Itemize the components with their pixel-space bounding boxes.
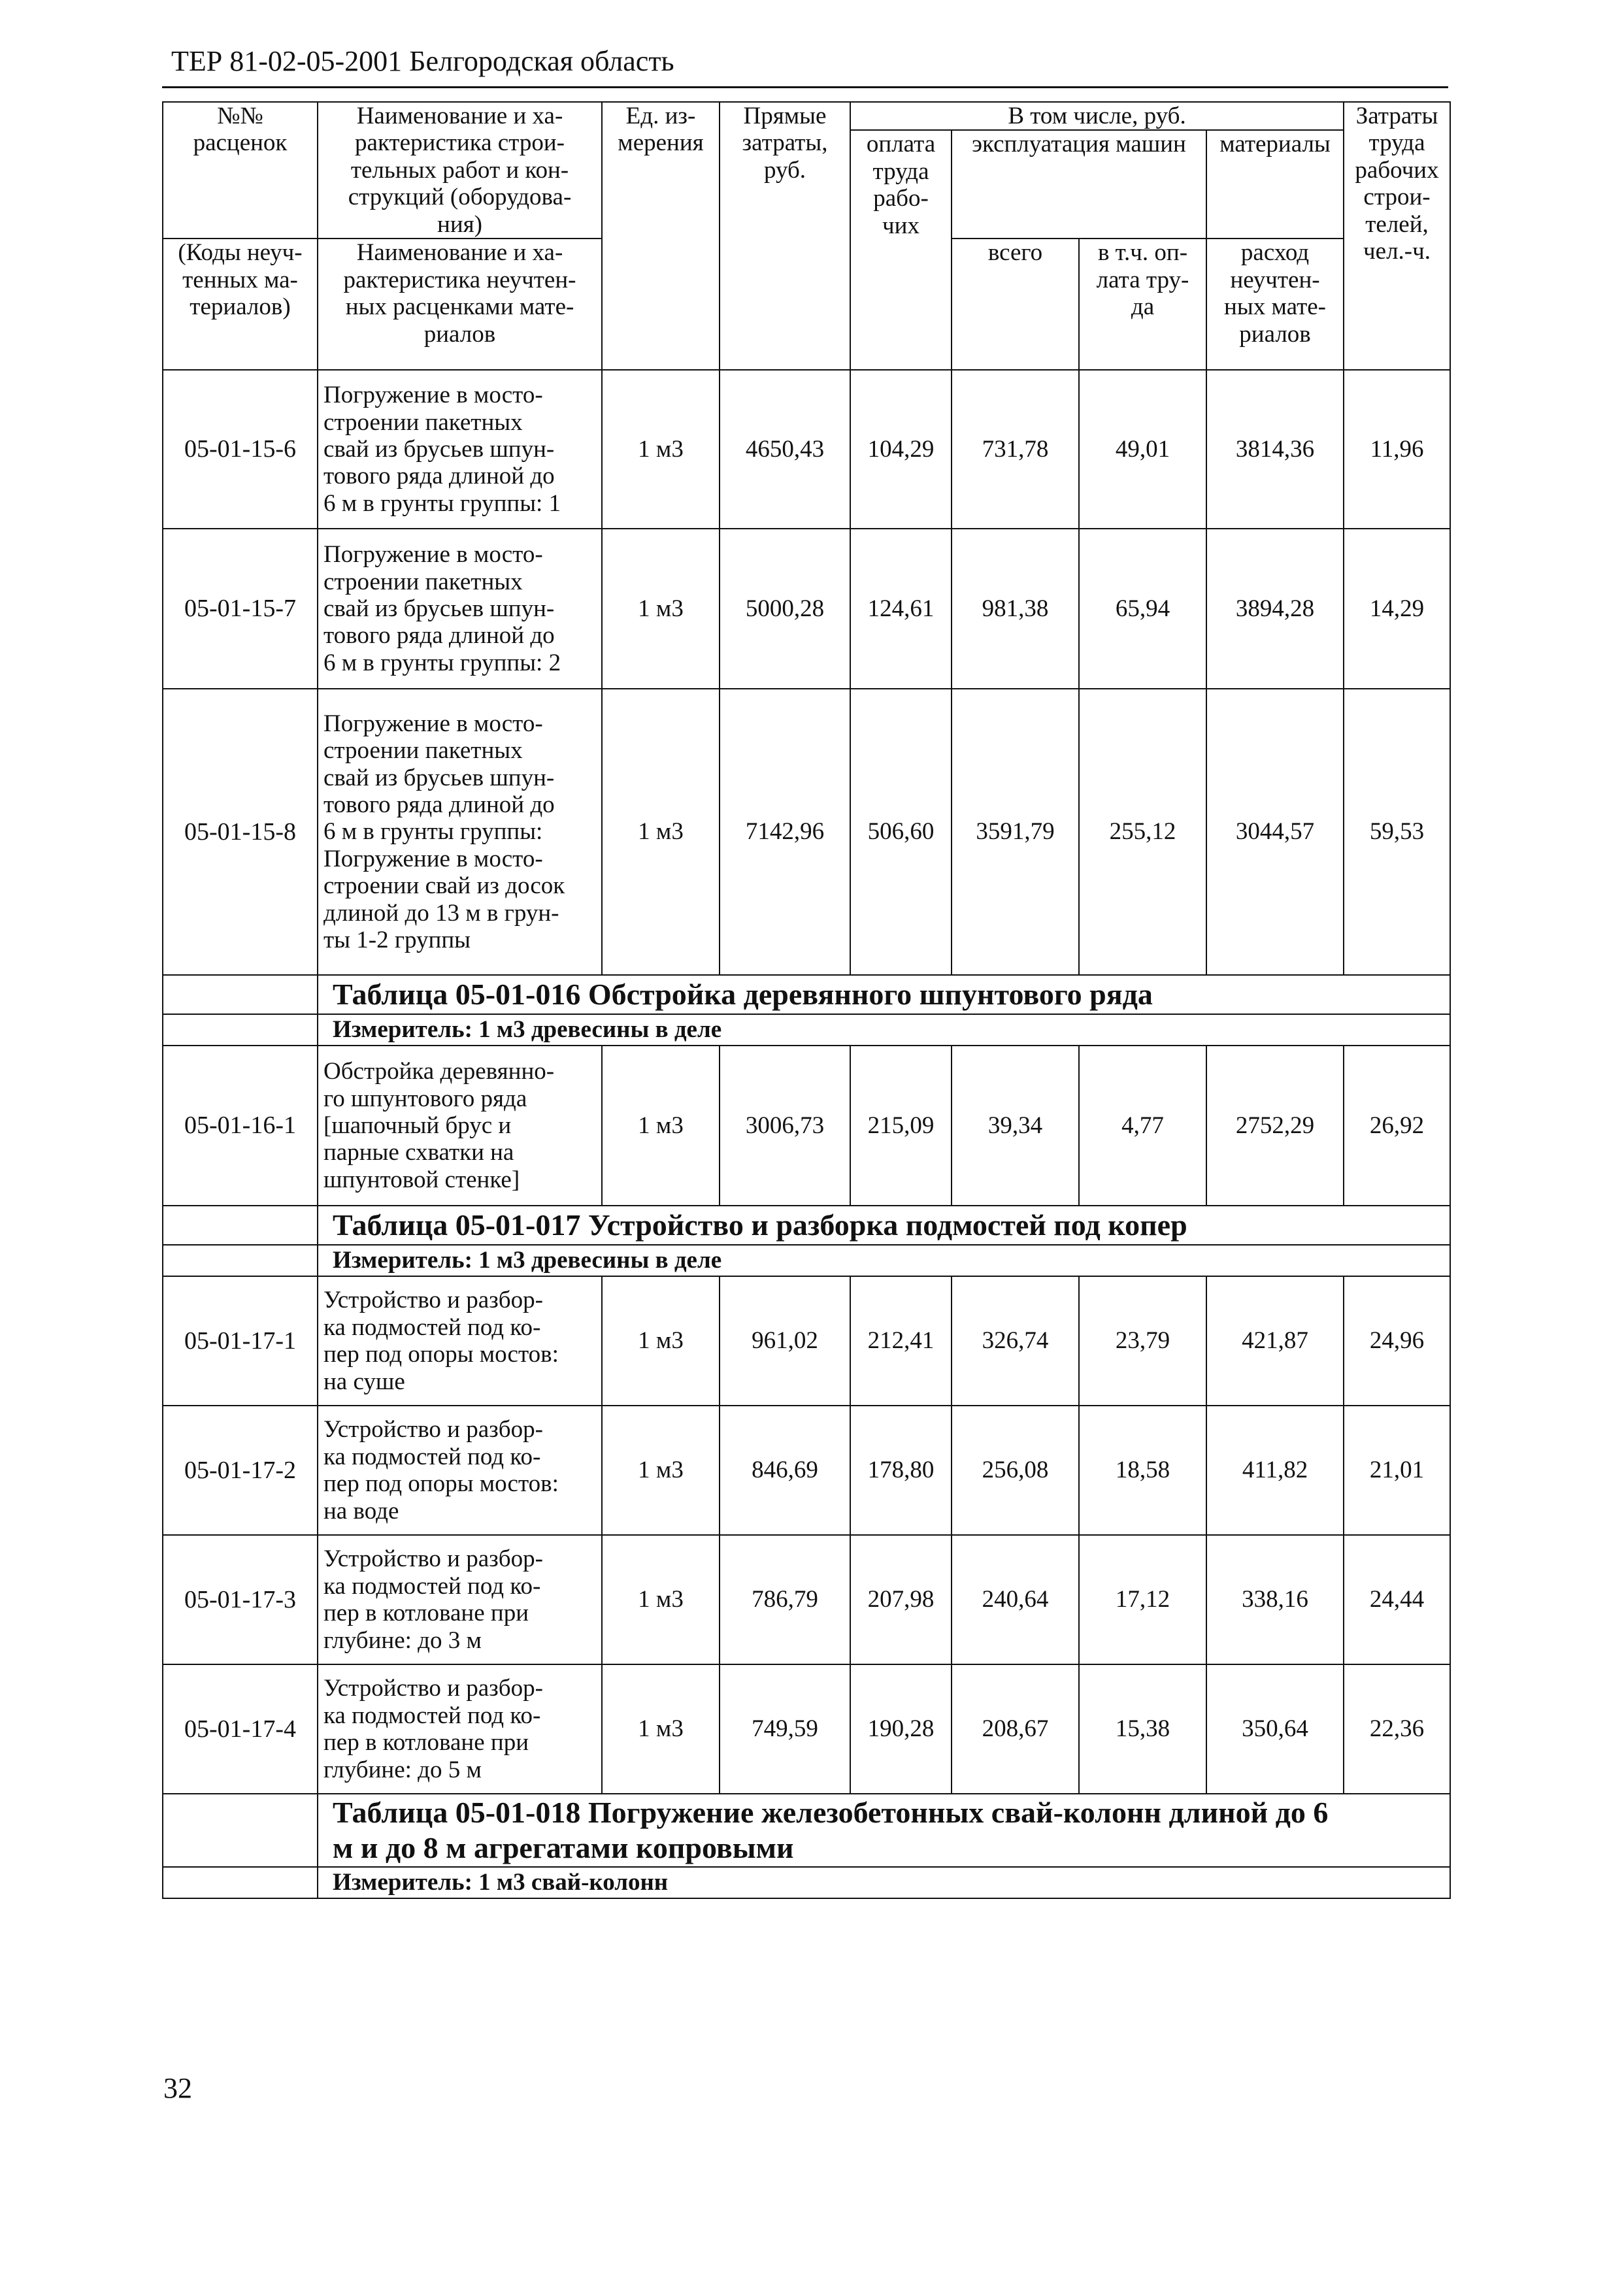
meter-row — [163, 1245, 1450, 1276]
labor-hours: 22,36 — [1344, 1664, 1450, 1794]
col-header-materials: материалы — [1206, 130, 1344, 239]
blank-cell — [163, 1245, 318, 1276]
direct-cost: 4650,43 — [720, 370, 850, 529]
labor-pay: 190,28 — [850, 1664, 952, 1794]
labor-hours: 24,96 — [1344, 1276, 1450, 1406]
table-row — [163, 1046, 1450, 1206]
blank-cell — [163, 1794, 318, 1867]
rate-code: 05-01-15-7 — [163, 529, 318, 689]
materials: 3814,36 — [1206, 370, 1344, 529]
rate-name: Обстройка деревянно- го шпунтового ряда [шапочный брус и парные схватки на шпунтовой стенке] — [318, 1046, 602, 1206]
unit: 1 м3 — [602, 1046, 720, 1206]
unit: 1 м3 — [602, 689, 720, 975]
col-header-unaccounted-materials: расход неучтен- ных мате- риалов — [1206, 239, 1344, 370]
direct-cost: 749,59 — [720, 1664, 850, 1794]
machines-total: 39,34 — [952, 1046, 1079, 1206]
page-number: 32 — [163, 2072, 192, 2104]
col-header-machines-total: всего — [952, 239, 1079, 370]
machines-labor: 65,94 — [1079, 529, 1206, 689]
labor-pay: 104,29 — [850, 370, 952, 529]
table-row — [163, 370, 1450, 529]
labor-hours: 24,44 — [1344, 1535, 1450, 1664]
materials: 350,64 — [1206, 1664, 1344, 1794]
col-header-labor-pay: оплата труда рабо- чих — [850, 130, 952, 370]
unit: 1 м3 — [602, 529, 720, 689]
rate-name: Погружение в мосто- строении пакетных свай из брусьев шпун- тового ряда длиной до 6 м в грунты группы: Погружение в мосто- строении свай из досок длиной до 13 м в грун- ты 1-2 группы — [318, 689, 602, 975]
labor-pay: 207,98 — [850, 1535, 952, 1664]
rate-name: Устройство и разбор- ка подмостей под ко- пер под опоры мостов: на суше — [318, 1276, 602, 1406]
page-header: ТЕР 81-02-05-2001 Белгородская область — [171, 45, 674, 77]
blank-cell — [163, 1206, 318, 1245]
rate-name: Устройство и разбор- ка подмостей под ко- пер в котловане при глубине: до 5 м — [318, 1664, 602, 1794]
materials: 421,87 — [1206, 1276, 1344, 1406]
table-017-title: Таблица 05-01-017 Устройство и разборка подмостей под копер — [318, 1206, 1450, 1245]
rate-code: 05-01-17-2 — [163, 1406, 318, 1535]
machines-labor: 4,77 — [1079, 1046, 1206, 1206]
rate-name: Устройство и разбор- ка подмостей под ко- пер под опоры мостов: на воде — [318, 1406, 602, 1535]
unit: 1 м3 — [602, 1276, 720, 1406]
table-row — [163, 689, 1450, 975]
machines-total: 731,78 — [952, 370, 1079, 529]
table-018-meter: Измеритель: 1 м3 свай-колонн — [318, 1867, 1450, 1898]
unit: 1 м3 — [602, 370, 720, 529]
table-018-title: Таблица 05-01-018 Погружение железобетонных свай-колонн длиной до 6 м и до 8 м агрегатами копровыми — [318, 1794, 1450, 1867]
machines-labor: 17,12 — [1079, 1535, 1206, 1664]
labor-pay: 215,09 — [850, 1046, 952, 1206]
materials: 411,82 — [1206, 1406, 1344, 1535]
rate-name: Погружение в мосто- строении пакетных свай из брусьев шпун- тового ряда длиной до 6 м в грунты группы: 2 — [318, 529, 602, 689]
table-title-row — [163, 975, 1450, 1014]
machines-total: 240,64 — [952, 1535, 1079, 1664]
col-header-unaccounted-codes: (Коды неуч- тенных ма- териалов) — [163, 239, 318, 370]
rates-table — [162, 101, 1451, 1899]
labor-pay: 178,80 — [850, 1406, 952, 1535]
rate-code: 05-01-17-4 — [163, 1664, 318, 1794]
rate-code: 05-01-17-1 — [163, 1276, 318, 1406]
materials: 2752,29 — [1206, 1046, 1344, 1206]
machines-labor: 255,12 — [1079, 689, 1206, 975]
rate-code: 05-01-15-6 — [163, 370, 318, 529]
table-row — [163, 1406, 1450, 1535]
blank-cell — [163, 1014, 318, 1046]
unit: 1 м3 — [602, 1406, 720, 1535]
col-header-unit: Ед. из- мерения — [602, 102, 720, 370]
machines-total: 326,74 — [952, 1276, 1079, 1406]
direct-cost: 5000,28 — [720, 529, 850, 689]
materials: 3894,28 — [1206, 529, 1344, 689]
table-row — [163, 529, 1450, 689]
unit: 1 м3 — [602, 1664, 720, 1794]
machines-total: 208,67 — [952, 1664, 1079, 1794]
col-header-including: В том числе, руб. — [850, 102, 1344, 130]
labor-pay: 124,61 — [850, 529, 952, 689]
col-header-machines-labor: в т.ч. оп- лата тру- да — [1079, 239, 1206, 370]
unit: 1 м3 — [602, 1535, 720, 1664]
materials: 338,16 — [1206, 1535, 1344, 1664]
labor-pay: 212,41 — [850, 1276, 952, 1406]
table-row — [163, 1535, 1450, 1664]
labor-pay: 506,60 — [850, 689, 952, 975]
col-header-unaccounted-name: Наименование и ха- рактеристика неучтен- ных расценками мате- риалов — [318, 239, 602, 370]
table-row — [163, 1276, 1450, 1406]
table-016-title: Таблица 05-01-016 Обстройка деревянного шпунтового ряда — [318, 975, 1450, 1014]
machines-labor: 15,38 — [1079, 1664, 1206, 1794]
meter-row — [163, 1867, 1450, 1898]
direct-cost: 786,79 — [720, 1535, 850, 1664]
rate-code: 05-01-16-1 — [163, 1046, 318, 1206]
machines-labor: 49,01 — [1079, 370, 1206, 529]
labor-hours: 14,29 — [1344, 529, 1450, 689]
direct-cost: 961,02 — [720, 1276, 850, 1406]
materials: 3044,57 — [1206, 689, 1344, 975]
machines-total: 256,08 — [952, 1406, 1079, 1535]
table-title-row — [163, 1206, 1450, 1245]
table-row — [163, 1664, 1450, 1794]
direct-cost: 846,69 — [720, 1406, 850, 1535]
rate-code: 05-01-17-3 — [163, 1535, 318, 1664]
machines-labor: 18,58 — [1079, 1406, 1206, 1535]
labor-hours: 59,53 — [1344, 689, 1450, 975]
col-header-labor-hours: Затраты труда рабочих строи- телей, чел.-ч. — [1344, 102, 1450, 370]
col-header-machines: эксплуатация машин — [952, 130, 1206, 239]
col-header-direct-cost: Прямые затраты, руб. — [720, 102, 850, 370]
table-016-meter: Измеритель: 1 м3 древесины в деле — [318, 1014, 1450, 1046]
header-rule — [162, 86, 1448, 88]
direct-cost: 3006,73 — [720, 1046, 850, 1206]
col-header-name: Наименование и ха- рактеристика строи- тельных работ и кон- струкций (оборудова- ния) — [318, 102, 602, 239]
meter-row — [163, 1014, 1450, 1046]
rate-name: Устройство и разбор- ка подмостей под ко- пер в котловане при глубине: до 3 м — [318, 1535, 602, 1664]
table-017-meter: Измеритель: 1 м3 древесины в деле — [318, 1245, 1450, 1276]
blank-cell — [163, 1867, 318, 1898]
col-header-code: №№ расценок — [163, 102, 318, 239]
labor-hours: 11,96 — [1344, 370, 1450, 529]
labor-hours: 26,92 — [1344, 1046, 1450, 1206]
blank-cell — [163, 975, 318, 1014]
machines-total: 981,38 — [952, 529, 1079, 689]
rate-code: 05-01-15-8 — [163, 689, 318, 975]
machines-total: 3591,79 — [952, 689, 1079, 975]
labor-hours: 21,01 — [1344, 1406, 1450, 1535]
rate-name: Погружение в мосто- строении пакетных свай из брусьев шпун- тового ряда длиной до 6 м в грунты группы: 1 — [318, 370, 602, 529]
direct-cost: 7142,96 — [720, 689, 850, 975]
machines-labor: 23,79 — [1079, 1276, 1206, 1406]
table-title-row — [163, 1794, 1450, 1867]
